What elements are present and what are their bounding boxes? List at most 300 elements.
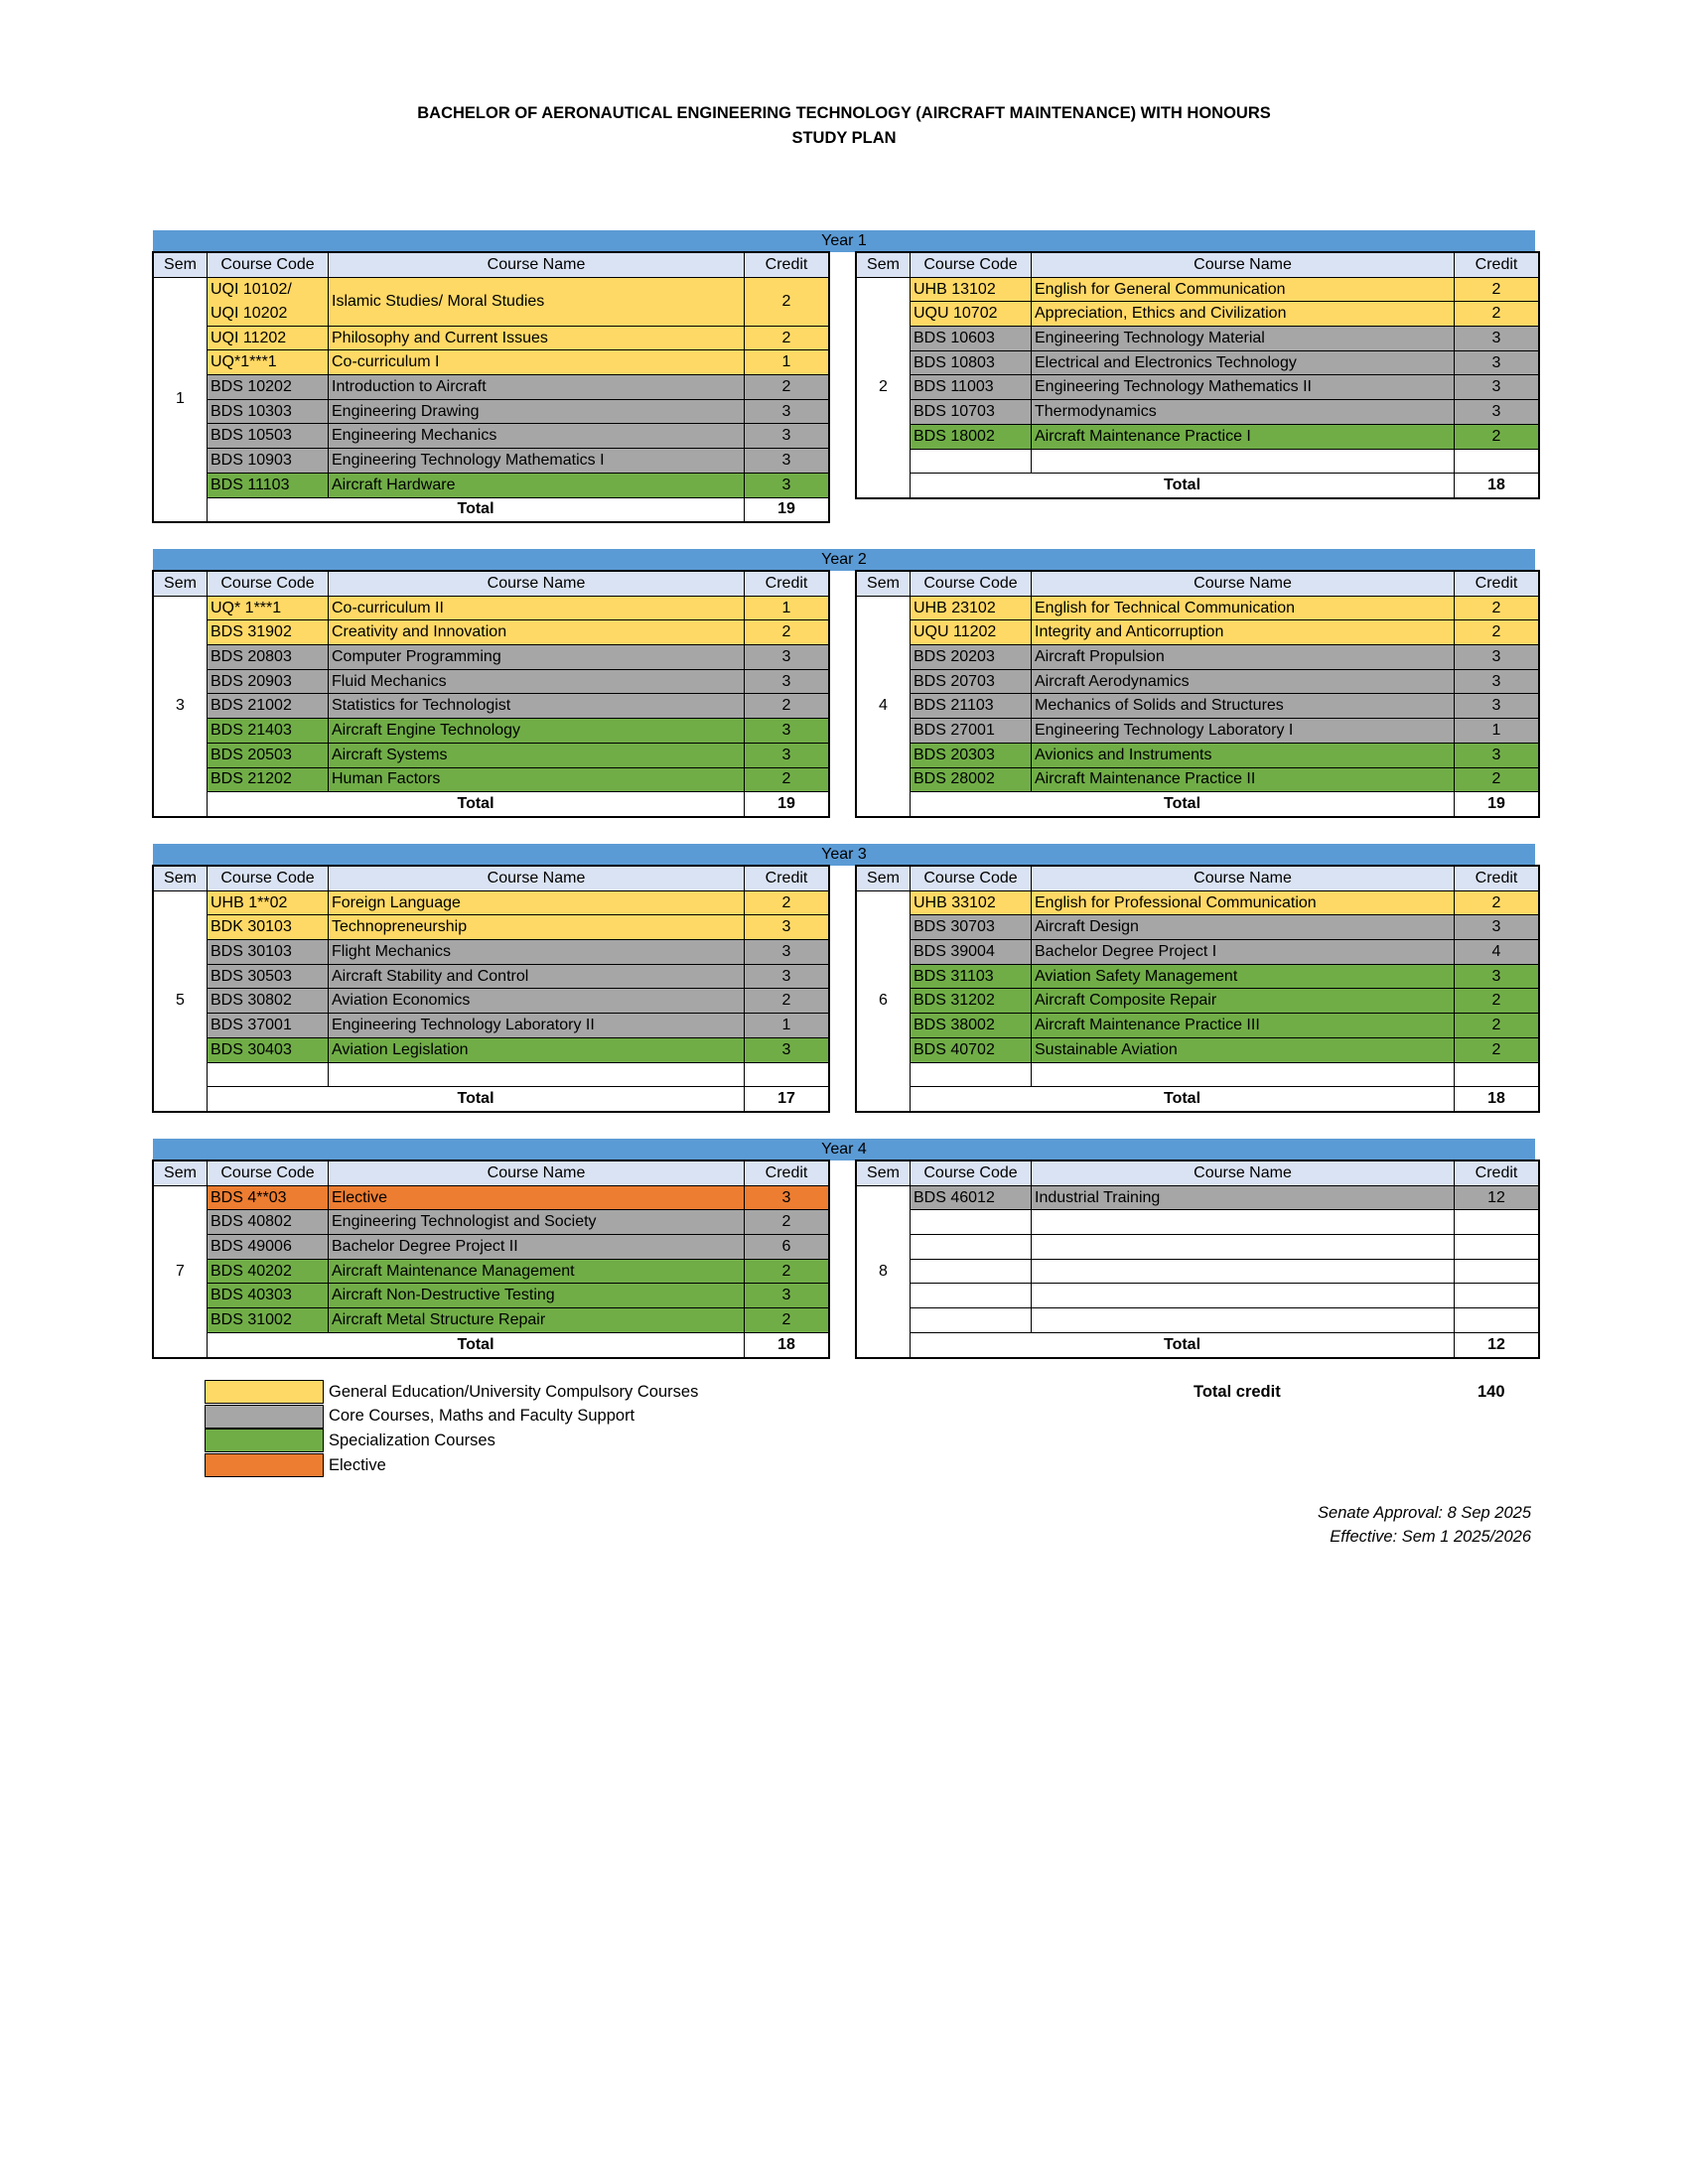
course-name: Aircraft Systems (329, 743, 745, 767)
course-row (154, 1210, 829, 1235)
effective-date: Effective: Sem 1 2025/2026 (1330, 1528, 1531, 1546)
course-row (857, 1185, 1539, 1210)
course-credit: 3 (1455, 669, 1539, 694)
course-row (154, 719, 829, 744)
course-code: UQU 11202 (911, 620, 1032, 645)
semester-number: 8 (857, 1185, 911, 1357)
course-row (154, 940, 829, 965)
course-credit: 2 (745, 1210, 829, 1235)
header-course-code: Course Code (208, 867, 329, 891)
semester-table (153, 866, 829, 1112)
course-code: BDS 20503 (208, 743, 329, 767)
course-code: BDS 20203 (911, 645, 1032, 670)
senate-approval: Senate Approval: 8 Sep 2025 (1318, 1504, 1531, 1522)
course-credit: 2 (745, 890, 829, 915)
total-label: Total (208, 497, 745, 522)
course-code: UHB 33102 (911, 890, 1032, 915)
course-code: BDS 46012 (911, 1185, 1032, 1210)
course-credit: 3 (745, 915, 829, 940)
course-code: UQ*1***1 (208, 350, 329, 375)
course-code (911, 449, 1032, 474)
course-code: BDS 27001 (911, 719, 1032, 744)
course-row (857, 645, 1539, 670)
header-credit: Credit (1455, 253, 1539, 278)
header-course-name: Course Name (329, 253, 745, 278)
year-block (153, 230, 1535, 518)
course-row (857, 743, 1539, 767)
header-sem: Sem (857, 572, 911, 597)
course-row (857, 302, 1539, 327)
course-row (857, 1259, 1539, 1284)
course-row (154, 1014, 829, 1038)
course-name (329, 1062, 745, 1087)
total-row (154, 1332, 829, 1357)
total-label: Total (208, 792, 745, 817)
course-row (857, 350, 1539, 375)
course-row (154, 1062, 829, 1087)
course-name: Co-curriculum II (329, 596, 745, 620)
course-code: BDS 10703 (911, 400, 1032, 425)
course-code (911, 1210, 1032, 1235)
legend-swatch (205, 1429, 324, 1452)
legend (205, 1380, 698, 1477)
course-code: BDS 30703 (911, 915, 1032, 940)
course-code: BDS 11003 (911, 375, 1032, 400)
year-label: Year 1 (153, 230, 1535, 252)
course-code: UHB 23102 (911, 596, 1032, 620)
course-credit: 2 (1455, 1014, 1539, 1038)
course-name: Creativity and Innovation (329, 620, 745, 645)
course-name: Aircraft Hardware (329, 473, 745, 497)
course-credit (1455, 1284, 1539, 1308)
course-row (857, 719, 1539, 744)
course-credit: 3 (745, 669, 829, 694)
course-row (154, 645, 829, 670)
course-credit (1455, 1308, 1539, 1333)
course-row (154, 277, 829, 326)
course-code: BDS 18002 (911, 424, 1032, 449)
course-code: UQU 10702 (911, 302, 1032, 327)
course-credit: 1 (1455, 719, 1539, 744)
course-row (154, 1308, 829, 1333)
course-credit: 4 (1455, 940, 1539, 965)
course-row (857, 449, 1539, 474)
course-name: Avionics and Instruments (1032, 743, 1455, 767)
course-name (1032, 1259, 1455, 1284)
course-credit: 3 (745, 473, 829, 497)
legend-label: Core Courses, Maths and Faculty Support (329, 1407, 635, 1426)
course-code: UHB 13102 (911, 277, 1032, 302)
header-sem: Sem (154, 572, 208, 597)
total-label: Total (911, 1332, 1455, 1357)
total-row (154, 792, 829, 817)
header-credit: Credit (1455, 867, 1539, 891)
course-row (857, 1284, 1539, 1308)
course-name: Aviation Legislation (329, 1037, 745, 1062)
course-code (208, 277, 329, 326)
total-credit: 18 (1455, 1087, 1539, 1112)
total-row (857, 1087, 1539, 1112)
total-row (154, 1087, 829, 1112)
course-credit: 3 (1455, 375, 1539, 400)
total-credit-label: Total credit (1194, 1383, 1281, 1401)
course-name: Philosophy and Current Issues (329, 326, 745, 350)
course-credit: 1 (745, 1014, 829, 1038)
total-credit-value: 140 (1477, 1383, 1505, 1401)
table-header-row (857, 1161, 1539, 1186)
course-name (1032, 1062, 1455, 1087)
course-row (154, 375, 829, 400)
course-code: BDS 40802 (208, 1210, 329, 1235)
course-credit: 2 (745, 694, 829, 719)
course-name: Introduction to Aircraft (329, 375, 745, 400)
course-name: Aircraft Maintenance Practice I (1032, 424, 1455, 449)
course-name: Aircraft Non-Destructive Testing (329, 1284, 745, 1308)
course-row (154, 694, 829, 719)
course-credit: 3 (745, 743, 829, 767)
course-row (154, 989, 829, 1014)
course-name: Engineering Drawing (329, 399, 745, 424)
semester-number: 5 (154, 890, 208, 1111)
course-name: Industrial Training (1032, 1185, 1455, 1210)
header-sem: Sem (154, 253, 208, 278)
course-credit: 3 (1455, 964, 1539, 989)
course-credit: 3 (1455, 645, 1539, 670)
header-sem: Sem (154, 867, 208, 891)
course-row (857, 694, 1539, 719)
course-row (857, 375, 1539, 400)
course-row (154, 964, 829, 989)
year-block (153, 549, 1535, 813)
course-name: Aircraft Stability and Control (329, 964, 745, 989)
course-name (1032, 1284, 1455, 1308)
header-course-code: Course Code (208, 572, 329, 597)
course-row (857, 1062, 1539, 1087)
course-row (154, 620, 829, 645)
header-course-name: Course Name (1032, 867, 1455, 891)
course-credit: 2 (745, 620, 829, 645)
title-line-1: BACHELOR OF AERONAUTICAL ENGINEERING TECHNOLOGY (AIRCRAFT MAINTENANCE) WITH HONOURS (417, 104, 1271, 122)
course-row (154, 1259, 829, 1284)
year-label: Year 4 (153, 1139, 1535, 1160)
course-credit: 3 (1455, 350, 1539, 375)
course-row (154, 596, 829, 620)
semester-number: 7 (154, 1185, 208, 1357)
course-name: Islamic Studies/ Moral Studies (329, 277, 745, 326)
course-code (911, 1259, 1032, 1284)
semester-table (856, 1160, 1539, 1358)
course-name: Elective (329, 1185, 745, 1210)
course-row (154, 449, 829, 474)
semester-number: 4 (857, 596, 911, 816)
course-credit: 2 (745, 375, 829, 400)
legend-item (205, 1380, 698, 1405)
course-credit: 2 (745, 1308, 829, 1333)
course-row (857, 1037, 1539, 1062)
legend-item (205, 1453, 698, 1478)
course-row (154, 350, 829, 375)
course-credit: 3 (1455, 743, 1539, 767)
total-credit: 19 (745, 792, 829, 817)
course-name: English for Technical Communication (1032, 596, 1455, 620)
course-name (1032, 1210, 1455, 1235)
course-credit: 2 (1455, 596, 1539, 620)
course-credit: 6 (745, 1235, 829, 1260)
course-name: Engineering Mechanics (329, 424, 745, 449)
course-credit (1455, 1235, 1539, 1260)
course-code: BDS 31002 (208, 1308, 329, 1333)
course-name: Aircraft Aerodynamics (1032, 669, 1455, 694)
course-credit: 2 (1455, 989, 1539, 1014)
course-row (857, 890, 1539, 915)
course-name: Bachelor Degree Project II (329, 1235, 745, 1260)
header-course-name: Course Name (329, 572, 745, 597)
course-credit: 2 (745, 989, 829, 1014)
course-credit (1455, 449, 1539, 474)
course-code: BDS 10202 (208, 375, 329, 400)
total-label: Total (208, 1087, 745, 1112)
course-credit: 3 (745, 1284, 829, 1308)
course-row (154, 326, 829, 350)
course-name: Appreciation, Ethics and Civilization (1032, 302, 1455, 327)
course-credit: 3 (745, 399, 829, 424)
course-name: Aircraft Maintenance Management (329, 1259, 745, 1284)
course-row (857, 1210, 1539, 1235)
course-row (154, 399, 829, 424)
header-credit: Credit (1455, 1161, 1539, 1186)
total-credit: 17 (745, 1087, 829, 1112)
course-code: BDS 10503 (208, 424, 329, 449)
course-name: Aircraft Propulsion (1032, 645, 1455, 670)
course-credit: 2 (1455, 277, 1539, 302)
course-code: BDS 10603 (911, 327, 1032, 351)
legend-item (205, 1405, 698, 1430)
course-credit: 1 (745, 350, 829, 375)
course-code: BDS 40303 (208, 1284, 329, 1308)
course-code: BDS 40702 (911, 1037, 1032, 1062)
course-code: BDS 31202 (911, 989, 1032, 1014)
title-line-2: STUDY PLAN (791, 129, 897, 147)
course-row (154, 424, 829, 449)
course-name: Human Factors (329, 767, 745, 792)
course-row (857, 327, 1539, 351)
course-code (911, 1235, 1032, 1260)
course-code: BDS 37001 (208, 1014, 329, 1038)
course-row (154, 669, 829, 694)
header-course-name: Course Name (1032, 572, 1455, 597)
course-row (857, 989, 1539, 1014)
course-name: Electrical and Electronics Technology (1032, 350, 1455, 375)
course-code: BDK 30103 (208, 915, 329, 940)
course-row (857, 1014, 1539, 1038)
legend-label: Specialization Courses (329, 1431, 495, 1449)
course-credit: 3 (1455, 327, 1539, 351)
course-name: Sustainable Aviation (1032, 1037, 1455, 1062)
course-code: BDS 20803 (208, 645, 329, 670)
course-name: Aircraft Metal Structure Repair (329, 1308, 745, 1333)
course-name: Engineering Technology Mathematics II (1032, 375, 1455, 400)
total-row (857, 1332, 1539, 1357)
year-label: Year 2 (153, 549, 1535, 571)
course-code: BDS 21002 (208, 694, 329, 719)
total-label: Total (208, 1332, 745, 1357)
course-code: BDS 31902 (208, 620, 329, 645)
course-credit: 2 (1455, 302, 1539, 327)
course-row (857, 964, 1539, 989)
header-course-code: Course Code (911, 1161, 1032, 1186)
course-name: Engineering Technology Material (1032, 327, 1455, 351)
header-course-code: Course Code (911, 572, 1032, 597)
header-course-code: Course Code (208, 1161, 329, 1186)
semester-table (856, 866, 1539, 1112)
table-header-row (857, 572, 1539, 597)
course-code-line: UQI 10202 (211, 304, 288, 322)
semester-number: 3 (154, 596, 208, 816)
course-code: UHB 1**02 (208, 890, 329, 915)
legend-swatch (205, 1405, 324, 1429)
course-name: Aircraft Maintenance Practice II (1032, 767, 1455, 792)
course-row (857, 596, 1539, 620)
course-name: Engineering Technologist and Society (329, 1210, 745, 1235)
course-credit: 3 (1455, 915, 1539, 940)
table-header-row (857, 867, 1539, 891)
document-title (0, 101, 1688, 151)
semester-table (153, 252, 829, 522)
course-name: Mechanics of Solids and Structures (1032, 694, 1455, 719)
course-row (857, 1235, 1539, 1260)
course-row (154, 743, 829, 767)
course-credit: 2 (745, 277, 829, 326)
course-row (154, 1235, 829, 1260)
course-name: Computer Programming (329, 645, 745, 670)
course-row (857, 400, 1539, 425)
course-name: English for Professional Communication (1032, 890, 1455, 915)
header-credit: Credit (745, 1161, 829, 1186)
total-label: Total (911, 474, 1455, 498)
course-code: BDS 39004 (911, 940, 1032, 965)
course-name: Engineering Technology Laboratory I (1032, 719, 1455, 744)
header-course-code: Course Code (208, 253, 329, 278)
course-row (857, 620, 1539, 645)
year-block (153, 844, 1535, 1108)
course-credit: 2 (745, 1259, 829, 1284)
course-code: BDS 38002 (911, 1014, 1032, 1038)
course-credit: 3 (745, 964, 829, 989)
course-credit: 3 (745, 1037, 829, 1062)
semester-number: 6 (857, 890, 911, 1111)
course-code: BDS 20703 (911, 669, 1032, 694)
course-row (154, 767, 829, 792)
header-credit: Credit (745, 867, 829, 891)
approval-note (1318, 1501, 1531, 1549)
course-credit: 2 (745, 326, 829, 350)
header-course-name: Course Name (1032, 253, 1455, 278)
course-credit: 3 (745, 719, 829, 744)
course-code: BDS 40202 (208, 1259, 329, 1284)
header-course-name: Course Name (1032, 1161, 1455, 1186)
course-credit (1455, 1259, 1539, 1284)
year-block (153, 1139, 1535, 1353)
header-sem: Sem (857, 867, 911, 891)
total-row (154, 497, 829, 522)
course-code: BDS 20903 (208, 669, 329, 694)
semester-number: 2 (857, 277, 911, 497)
course-name: Aircraft Maintenance Practice III (1032, 1014, 1455, 1038)
header-course-name: Course Name (329, 1161, 745, 1186)
header-course-code: Course Code (911, 253, 1032, 278)
course-credit (1455, 1210, 1539, 1235)
table-header-row (857, 253, 1539, 278)
course-credit: 1 (745, 596, 829, 620)
header-course-name: Course Name (329, 867, 745, 891)
header-credit: Credit (745, 253, 829, 278)
semester-number: 1 (154, 277, 208, 522)
course-credit: 3 (745, 1185, 829, 1210)
course-code: BDS 30503 (208, 964, 329, 989)
course-name: Engineering Technology Laboratory II (329, 1014, 745, 1038)
course-row (154, 1037, 829, 1062)
total-row (857, 792, 1539, 817)
course-name (1032, 1308, 1455, 1333)
course-name: Fluid Mechanics (329, 669, 745, 694)
course-credit: 3 (1455, 400, 1539, 425)
course-name: Co-curriculum I (329, 350, 745, 375)
course-row (154, 1185, 829, 1210)
header-sem: Sem (154, 1161, 208, 1186)
course-row (857, 424, 1539, 449)
header-sem: Sem (857, 253, 911, 278)
course-code: BDS 11103 (208, 473, 329, 497)
course-credit: 3 (1455, 694, 1539, 719)
course-name: Aircraft Design (1032, 915, 1455, 940)
semester-table (856, 252, 1539, 498)
course-credit: 3 (745, 940, 829, 965)
table-header-row (154, 867, 829, 891)
legend-swatch (205, 1380, 324, 1404)
course-code: BDS 30403 (208, 1037, 329, 1062)
course-code: BDS 28002 (911, 767, 1032, 792)
course-credit: 2 (1455, 1037, 1539, 1062)
total-row (857, 474, 1539, 498)
course-code: UQI 11202 (208, 326, 329, 350)
course-row (154, 1284, 829, 1308)
course-credit: 3 (745, 424, 829, 449)
course-row (857, 767, 1539, 792)
legend-item (205, 1429, 698, 1453)
header-course-code: Course Code (911, 867, 1032, 891)
course-code: BDS 21403 (208, 719, 329, 744)
header-credit: Credit (745, 572, 829, 597)
course-credit (1455, 1062, 1539, 1087)
course-credit: 3 (745, 645, 829, 670)
legend-swatch (205, 1453, 324, 1477)
total-credit: 18 (1455, 474, 1539, 498)
course-credit: 12 (1455, 1185, 1539, 1210)
course-name: Bachelor Degree Project I (1032, 940, 1455, 965)
header-credit: Credit (1455, 572, 1539, 597)
course-row (857, 1308, 1539, 1333)
course-name: Aviation Safety Management (1032, 964, 1455, 989)
course-credit: 2 (1455, 620, 1539, 645)
table-header-row (154, 572, 829, 597)
course-name: Integrity and Anticorruption (1032, 620, 1455, 645)
course-code-line: UQI 10102/ (211, 280, 292, 298)
course-code: BDS 31103 (911, 964, 1032, 989)
course-code: BDS 30103 (208, 940, 329, 965)
course-row (857, 915, 1539, 940)
course-code: BDS 4**03 (208, 1185, 329, 1210)
course-row (857, 277, 1539, 302)
